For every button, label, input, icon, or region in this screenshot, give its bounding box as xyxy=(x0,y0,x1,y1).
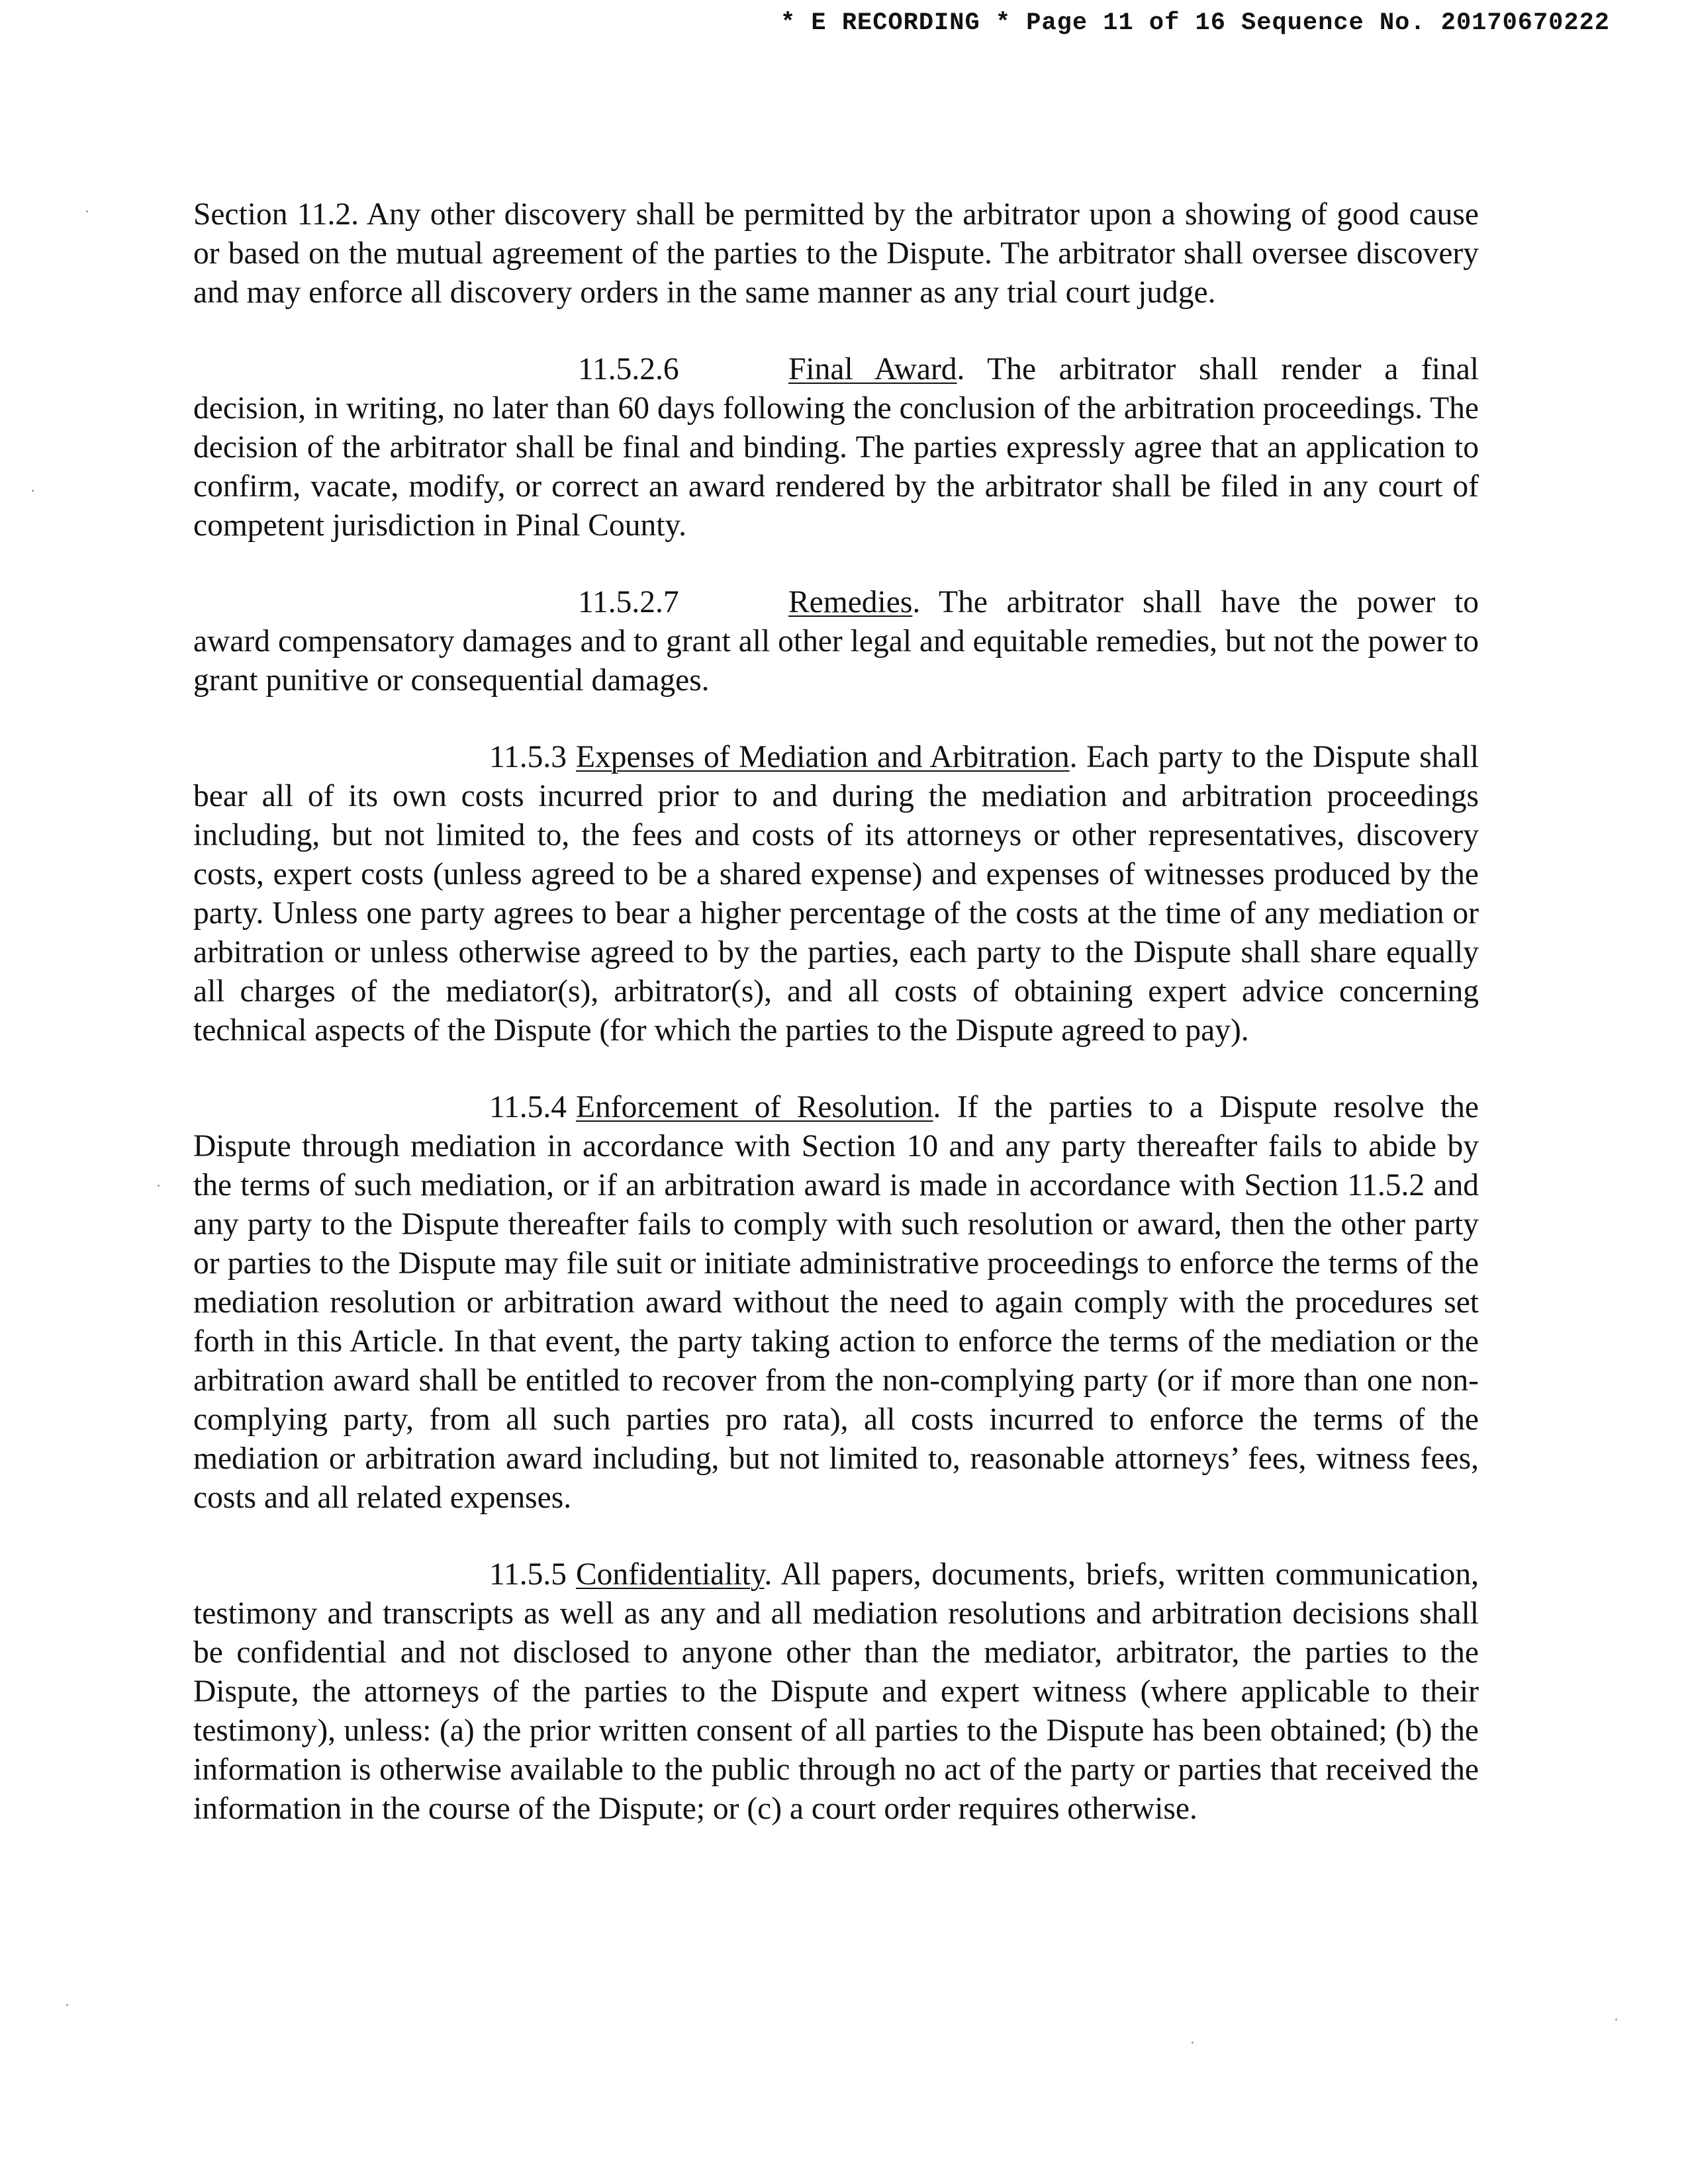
paragraph-discovery-continuation xyxy=(193,195,1479,312)
recording-header: * E RECORDING * Page 11 of 16 Sequence No. 20170670222 xyxy=(780,9,1610,37)
paragraph-text: . The arbitrator shall render a final decision, in writing, no later than 60 days following the conclusion of the arbitration proceedings. The decision of the arbitrator shall be final and binding. The parties expressly agree that an application to confirm, vacate, modify, or correct an award rendered by the arbitrator shall be filed in any court of competent jurisdiction in Pinal County. xyxy=(193,352,1479,543)
document-body xyxy=(193,195,1479,1866)
paragraph-final-award xyxy=(193,350,1479,545)
scan-speck xyxy=(158,1185,160,1187)
paragraph-text: . Each party to the Dispute shall bear all of its own costs incurred prior to and during the mediation and arbitration proceedings including, but not limited to, the fees and costs of its attorneys or other representatives, discovery costs, expert costs (unless agreed to be a shared expense) and expenses of witnesses produced by the party. Unless one party agrees to bear a higher percentage of the costs at the time of any mediation or arbitration or unless otherwise agreed to by the parties, each party to the Dispute shall share equally all charges of the mediator(s), arbitrator(s), and all costs of obtaining expert advice concerning technical aspects of the Dispute (for which the parties to the Dispute agreed to pay). xyxy=(193,740,1479,1048)
section-heading: Confidentiality xyxy=(576,1557,765,1592)
section-heading: Remedies xyxy=(788,585,913,619)
paragraph-enforcement xyxy=(193,1088,1479,1518)
paragraph-text: . If the parties to a Dispute resolve the Dispute through mediation in accordance with Section 10 and any party thereafter fails to abide by the terms of such mediation, or if an arbitration award is made in accordance with Section 11.5.2 and any party to the Dispute thereafter fails to comply with such resolution or award, then the other party or parties to the Dispute may file suit or initiate administrative proceedings to enforce the terms of the mediation resolution or arbitration award without the need to again comply with the procedures set forth in this Article. In that event, the party taking action to enforce the terms of the mediation or the arbitration award shall be entitled to recover from the non-complying party (or if more than one non-complying party, from all such parties pro rata), all costs incurred to enforce the terms of the mediation or arbitration award including, but not limited to, reasonable attorneys’ fees, witness fees, costs and all related expenses. xyxy=(193,1090,1479,1515)
paragraph-expenses xyxy=(193,738,1479,1050)
section-heading: Enforcement of Resolution xyxy=(576,1090,933,1124)
scan-speck xyxy=(1192,2042,1194,2044)
scan-speck xyxy=(66,2004,68,2006)
scan-speck xyxy=(32,490,34,492)
scan-speck xyxy=(86,210,88,212)
section-number: 11.5.2.7 xyxy=(578,585,679,619)
paragraph-text: . The arbitrator shall have the power to award compensatory damages and to grant all other legal and equitable remedies, but not the power to grant punitive or consequential damages. xyxy=(193,585,1479,698)
section-heading: Final Award xyxy=(788,352,957,387)
scan-speck xyxy=(1615,2019,1617,2021)
section-number: 11.5.5 xyxy=(489,1557,567,1592)
section-number: 11.5.3 xyxy=(489,740,567,774)
section-heading: Expenses of Mediation and Arbitration xyxy=(576,740,1070,774)
paragraph-text: Section 11.2. Any other discovery shall be permitted by the arbitrator upon a showing of good cause or based on the mutual agreement of the parties to the Dispute. The arbitrator shall oversee discovery and may enforce all discovery orders in the same manner as any trial court judge. xyxy=(193,197,1479,310)
paragraph-text: . All papers, documents, briefs, written communication, testimony and transcripts as well as any and all mediation resolutions and arbitration decisions shall be confidential and not disclosed to anyone other than the mediator, arbitrator, the parties to the Dispute, the attorneys of the parties to the Dispute and expert witness (where applicable to their testimony), unless: (a) the prior written consent of all parties to the Dispute has been obtained; (b) the information is otherwise available to the public through no act of the party or parties that received the information in the course of the Dispute; or (c) a court order requires otherwise. xyxy=(193,1557,1479,1826)
section-number: 11.5.4 xyxy=(489,1090,567,1124)
paragraph-confidentiality xyxy=(193,1555,1479,1829)
paragraph-remedies xyxy=(193,583,1479,700)
section-number: 11.5.2.6 xyxy=(578,352,679,387)
